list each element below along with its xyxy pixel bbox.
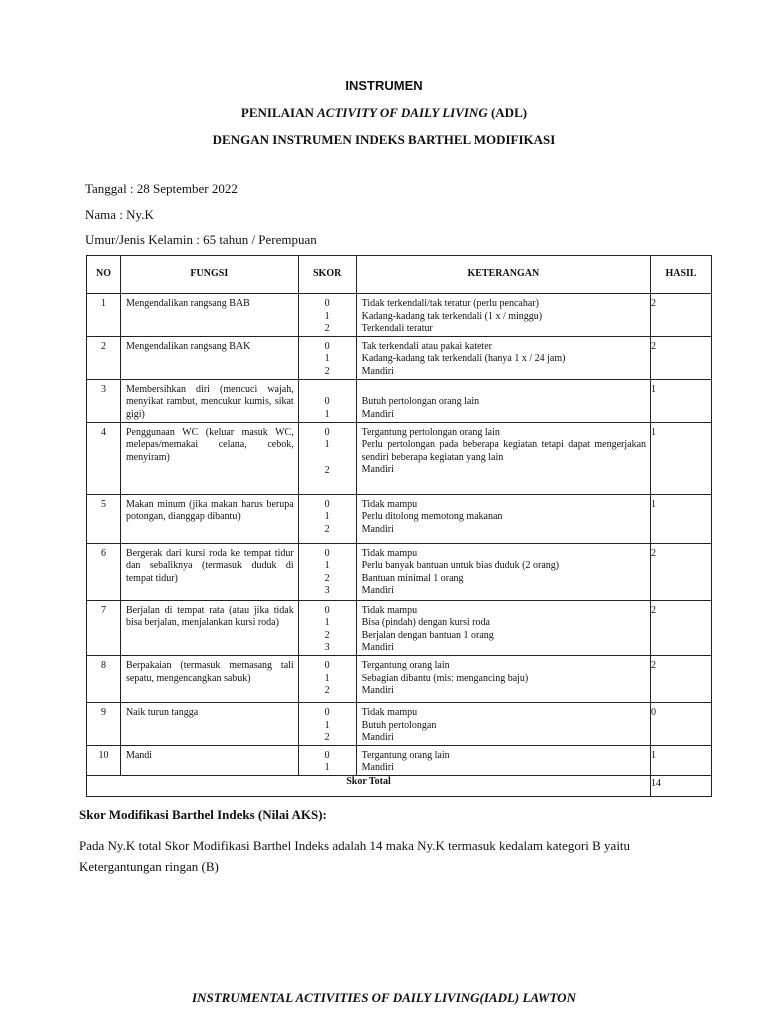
summary-text: Pada Ny.K total Skor Modifikasi Barthel Indeks adalah 14 maka Ny.K termasuk kedalam kategori B yaitu Ketergantungan ringan (B): [79, 838, 631, 874]
row-skor: [298, 494, 356, 543]
row-fungsi: Mandi: [120, 745, 298, 775]
row-keterangan: [356, 745, 650, 775]
row-no: 10: [87, 745, 121, 775]
info-nama: Nama : Ny.K: [85, 207, 154, 222]
row-skor: [298, 422, 356, 494]
row-keterangan: [356, 600, 650, 655]
keterangan-line: Mandiri: [361, 732, 394, 744]
keterangan-line: Mandiri: [361, 762, 394, 774]
subtitle-prefix: PENILAIAN: [240, 105, 318, 120]
skor-value: 1: [324, 353, 330, 365]
keterangan-line: Mandiri: [361, 585, 394, 597]
keterangan-line: Mandiri: [361, 464, 394, 476]
row-keterangan: [356, 336, 650, 379]
skor-value: 0: [324, 547, 330, 559]
row-hasil: 2: [651, 655, 712, 702]
row-hasil: 1: [651, 745, 712, 775]
row-keterangan: [356, 294, 650, 337]
keterangan-line: Tidak mampu: [361, 706, 418, 718]
keterangan-line: Tergantung orang lain: [361, 659, 450, 671]
keterangan-line: Mandiri: [361, 642, 394, 654]
keterangan-line: Mandiri: [361, 685, 394, 697]
table-row: [87, 702, 712, 745]
row-skor: [298, 702, 356, 745]
adl-table: [86, 255, 712, 797]
skor-value: 0: [324, 340, 330, 352]
skor-value: 2: [324, 465, 330, 477]
skor-value: 1: [324, 762, 330, 774]
row-skor: [298, 600, 356, 655]
table-row: [87, 543, 712, 600]
keterangan-line: Perlu banyak bantuan untuk bias duduk (2 orang): [361, 560, 560, 572]
row-keterangan: [356, 655, 650, 702]
row-hasil: 0: [651, 702, 712, 745]
document-subtitle-2: DENGAN INSTRUMEN INDEKS BARTHEL MODIFIKASI: [212, 132, 556, 147]
row-hasil: 2: [651, 336, 712, 379]
row-hasil: 2: [651, 543, 712, 600]
skor-value: 0: [324, 659, 330, 671]
row-skor: [298, 745, 356, 775]
keterangan-line: Mandiri: [361, 523, 394, 535]
keterangan-line: Terkendali teratur: [361, 323, 433, 335]
row-fungsi: Membersihkan diri (mencuci wajah, menyikat rambut, mencukur kumis, sikat gigi): [120, 379, 298, 422]
skor-value: 1: [324, 310, 330, 322]
row-keterangan: [356, 379, 650, 422]
row-skor: [298, 379, 356, 422]
keterangan-line: Perlu pertolongan pada beberapa kegiatan tetapi dapat mengerjakan sendiri beberapa kegiatan yang lain: [361, 439, 647, 463]
subtitle-italic: ACTIVITY OF DAILY LIVING: [317, 105, 488, 120]
row-fungsi: Makan minum (jika makan harus berupa potongan, dianggap dibantu): [120, 494, 298, 543]
skor-value: 2: [324, 629, 330, 641]
keterangan-line: Tergantung orang lain: [361, 749, 450, 761]
keterangan-line: Tidak mampu: [361, 604, 418, 616]
header-keterangan: KETERANGAN: [356, 256, 650, 294]
skor-value: 2: [324, 323, 330, 335]
row-no: 6: [87, 543, 121, 600]
total-row: [87, 775, 712, 796]
skor-value: 1: [324, 408, 330, 420]
row-fungsi: Mengendalikan rangsang BAK: [120, 336, 298, 379]
row-fungsi: Bergerak dari kursi roda ke tempat tidur dan sebaliknya (termasuk duduk di tempat tidur): [120, 543, 298, 600]
row-skor: [298, 543, 356, 600]
keterangan-line: Bantuan minimal 1 orang: [361, 572, 464, 584]
table-row: [87, 336, 712, 379]
table-row: [87, 294, 712, 337]
skor-value: 1: [324, 617, 330, 629]
header-fungsi: FUNGSI: [120, 256, 298, 294]
row-no: 4: [87, 422, 121, 494]
skor-value: 0: [324, 706, 330, 718]
keterangan-line: Sebagian dibantu (mis: mengancing baju): [361, 672, 529, 684]
subtitle-suffix: (ADL): [487, 105, 528, 120]
keterangan-line: Butuh pertolongan: [361, 719, 437, 731]
skor-value: 1: [324, 439, 330, 451]
row-fungsi: Berpakaian (termasuk memasang tali sepatu, mengencangkan sabuk): [120, 655, 298, 702]
keterangan-line: Kadang-kadang tak terkendali (1 x / minggu): [361, 310, 543, 322]
row-no: 9: [87, 702, 121, 745]
row-no: 7: [87, 600, 121, 655]
row-no: 2: [87, 336, 121, 379]
row-skor: [298, 294, 356, 337]
row-keterangan: [356, 543, 650, 600]
keterangan-line: Tak terkendali atau pakai kateter: [361, 340, 492, 352]
keterangan-line: Mandiri: [361, 365, 394, 377]
table-row: [87, 655, 712, 702]
skor-value: 2: [324, 572, 330, 584]
row-no: 8: [87, 655, 121, 702]
skor-value: 3: [324, 642, 330, 654]
skor-value: [299, 452, 356, 466]
info-umur: Umur/Jenis Kelamin : 65 tahun / Perempuan: [85, 232, 317, 247]
row-hasil: 1: [651, 379, 712, 422]
info-tanggal: Tanggal : 28 September 2022: [85, 181, 238, 196]
row-skor: [298, 655, 356, 702]
row-skor: [298, 336, 356, 379]
row-no: 5: [87, 494, 121, 543]
keterangan-line: Tergantung pertolongan orang lain: [361, 426, 500, 438]
skor-value: 0: [324, 298, 330, 309]
total-value: 14: [651, 775, 712, 796]
skor-value: 1: [324, 719, 330, 731]
skor-value: 1: [324, 672, 330, 684]
keterangan-line: Mandiri: [361, 408, 394, 420]
keterangan-line: [362, 384, 646, 397]
table-header-row: [87, 256, 712, 294]
table-row: [87, 494, 712, 543]
keterangan-line: Perlu ditolong memotong makanan: [361, 511, 503, 523]
skor-value: 2: [324, 365, 330, 377]
header-no: NO: [87, 256, 121, 294]
document-title: INSTRUMEN: [345, 78, 423, 93]
keterangan-line: Tidak mampu: [361, 547, 418, 559]
keterangan-line: Tidak terkendali/tak teratur (perlu pencahar): [361, 298, 539, 309]
row-no: 3: [87, 379, 121, 422]
table-row: [87, 379, 712, 422]
table-row: [87, 600, 712, 655]
footer-title: INSTRUMENTAL ACTIVITIES OF DAILY LIVING(IADL) LAWTON: [192, 990, 576, 1005]
header-skor: SKOR: [298, 256, 356, 294]
row-fungsi: Berjalan di tempat rata (atau jika tidak bisa berjalan, menjalankan kursi roda): [120, 600, 298, 655]
row-hasil: 2: [651, 600, 712, 655]
table-row: [87, 422, 712, 494]
row-keterangan: [356, 494, 650, 543]
keterangan-line: Butuh pertolongan orang lain: [361, 396, 480, 408]
skor-value: 1: [324, 511, 330, 523]
row-no: 1: [87, 294, 121, 337]
skor-value: 2: [324, 685, 330, 697]
skor-value: 2: [324, 523, 330, 535]
keterangan-line: Kadang-kadang tak terkendali (hanya 1 x / 24 jam): [361, 353, 566, 365]
row-fungsi: Mengendalikan rangsang BAB: [120, 294, 298, 337]
skor-value: 0: [324, 498, 330, 510]
row-fungsi: Penggunaan WC (keluar masuk WC, melepas/memakai celana, cebok, menyiram): [120, 422, 298, 494]
skor-value: 3: [324, 585, 330, 597]
table-row: [87, 745, 712, 775]
summary-heading: Skor Modifikasi Barthel Indeks (Nilai AKS):: [79, 807, 327, 822]
keterangan-line: Tidak mampu: [361, 498, 418, 510]
skor-value: 1: [324, 560, 330, 572]
header-hasil: HASIL: [651, 256, 712, 294]
row-hasil: 2: [651, 294, 712, 337]
skor-value: 0: [324, 396, 330, 408]
row-hasil: 1: [651, 422, 712, 494]
skor-value: 0: [324, 426, 330, 438]
skor-value: 0: [324, 604, 330, 616]
row-keterangan: [356, 702, 650, 745]
total-label: Skor Total: [87, 775, 651, 796]
skor-value: 0: [324, 749, 330, 761]
keterangan-line: Bisa (pindah) dengan kursi roda: [361, 617, 490, 629]
document-subtitle: [0, 105, 768, 121]
row-keterangan: [356, 422, 650, 494]
row-fungsi: Naik turun tangga: [120, 702, 298, 745]
skor-value: [299, 384, 356, 397]
keterangan-line: Berjalan dengan bantuan 1 orang: [361, 629, 494, 641]
skor-value: 2: [324, 732, 330, 744]
row-hasil: 1: [651, 494, 712, 543]
